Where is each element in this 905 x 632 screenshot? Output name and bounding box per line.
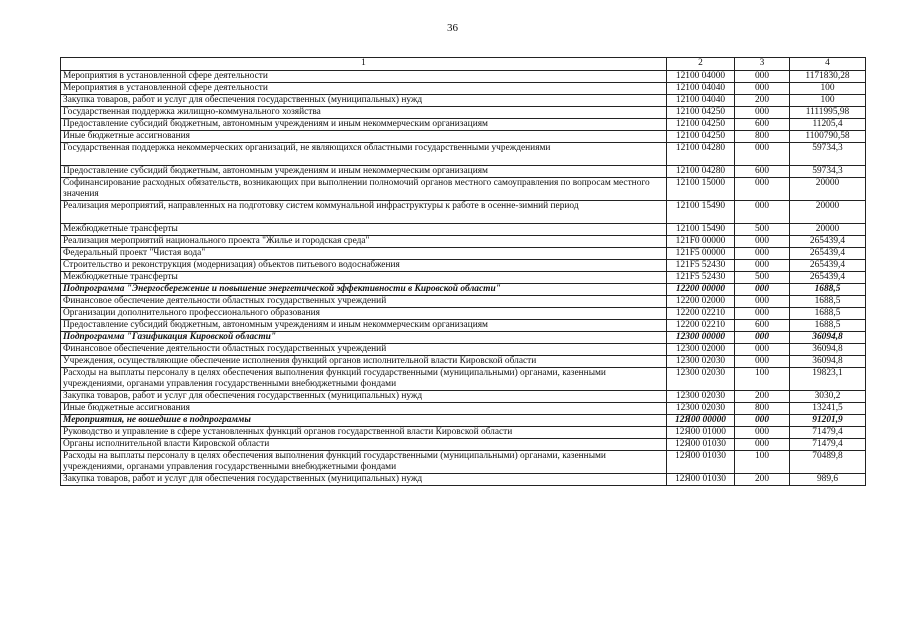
- row-type-cell: 000: [735, 344, 790, 356]
- table-row: [61, 71, 866, 83]
- table-row: [61, 107, 866, 119]
- row-type-cell: 000: [735, 332, 790, 344]
- row-name-cell: Предоставление субсидий бюджетным, автономным учреждениям и иным некоммерческим организациям: [61, 320, 667, 332]
- row-amount-cell: 1100790,58: [790, 131, 866, 143]
- table-row: [61, 391, 866, 403]
- row-name-cell: Учреждения, осуществляющие обеспечение исполнения функций органов исполнительной власти Кировской области: [61, 356, 667, 368]
- row-name-cell: Иные бюджетные ассигнования: [61, 403, 667, 415]
- row-code-cell: 121F5 52430: [667, 260, 735, 272]
- row-code-cell: 12Я00 01030: [667, 439, 735, 451]
- row-name-cell: Закупка товаров, работ и услуг для обеспечения государственных (муниципальных) нужд: [61, 391, 667, 403]
- row-name-cell: Закупка товаров, работ и услуг для обеспечения государственных (муниципальных) нужд: [61, 95, 667, 107]
- table-row: [61, 119, 866, 131]
- row-name-cell: Мероприятия в установленной сфере деятельности: [61, 71, 667, 83]
- table-row: [61, 272, 866, 284]
- row-name-cell: Расходы на выплаты персоналу в целях обеспечения выполнения функций государственными (муниципальными) органами, казенными учреждениями, органами управления государственными внебюджетными фондами: [61, 451, 667, 474]
- row-code-cell: 12100 04000: [667, 71, 735, 83]
- row-type-cell: 000: [735, 143, 790, 166]
- row-type-cell: 600: [735, 119, 790, 131]
- row-amount-cell: 20000: [790, 224, 866, 236]
- row-name-cell: Мероприятия, не вошедшие в подпрограммы: [61, 415, 667, 427]
- row-code-cell: 12100 15490: [667, 224, 735, 236]
- row-type-cell: 000: [735, 260, 790, 272]
- subprogram-row: [61, 284, 866, 296]
- row-code-cell: 12Я00 01030: [667, 451, 735, 474]
- row-code-cell: 12100 04040: [667, 95, 735, 107]
- table-row: [61, 178, 866, 201]
- row-type-cell: 100: [735, 451, 790, 474]
- row-type-cell: 000: [735, 427, 790, 439]
- row-code-cell: 12200 02210: [667, 320, 735, 332]
- table-row: [61, 248, 866, 260]
- row-amount-cell: 36094,8: [790, 332, 866, 344]
- header-col-2: 2: [667, 58, 735, 71]
- table-row: [61, 344, 866, 356]
- row-type-cell: 500: [735, 224, 790, 236]
- row-code-cell: 12300 02030: [667, 403, 735, 415]
- table-row: [61, 260, 866, 272]
- row-amount-cell: 100: [790, 83, 866, 95]
- row-code-cell: 12100 04250: [667, 131, 735, 143]
- row-code-cell: 12300 02000: [667, 344, 735, 356]
- row-amount-cell: 91201,9: [790, 415, 866, 427]
- row-type-cell: 000: [735, 83, 790, 95]
- row-name-cell: Межбюджетные трансферты: [61, 272, 667, 284]
- row-code-cell: 12300 02030: [667, 356, 735, 368]
- row-amount-cell: 1688,5: [790, 296, 866, 308]
- row-code-cell: 12300 00000: [667, 332, 735, 344]
- row-type-cell: 200: [735, 95, 790, 107]
- row-amount-cell: 100: [790, 95, 866, 107]
- row-name-cell: Софинансирование расходных обязательств, возникающих при выполнении полномочий органов местного самоуправления по вопросам местного значения: [61, 178, 667, 201]
- table-row: [61, 356, 866, 368]
- row-name-cell: Реализация мероприятий, направленных на подготовку систем коммунальной инфраструктуры к работе в осенне-зимний период: [61, 201, 667, 224]
- table-row: [61, 474, 866, 486]
- row-code-cell: 12Я00 00000: [667, 415, 735, 427]
- row-code-cell: 12100 15000: [667, 178, 735, 201]
- row-name-cell: Государственная поддержка жилищно-коммунального хозяйства: [61, 107, 667, 119]
- row-code-cell: 12100 04250: [667, 119, 735, 131]
- table-row: [61, 439, 866, 451]
- row-amount-cell: 1171830,28: [790, 71, 866, 83]
- row-name-cell: Руководство и управление в сфере установленных функций органов государственной власти Кировской области: [61, 427, 667, 439]
- row-amount-cell: 36094,8: [790, 356, 866, 368]
- table-row: [61, 224, 866, 236]
- row-type-cell: 000: [735, 248, 790, 260]
- row-code-cell: 12200 02210: [667, 308, 735, 320]
- row-type-cell: 000: [735, 107, 790, 119]
- table-row: [61, 201, 866, 224]
- row-type-cell: 500: [735, 272, 790, 284]
- row-code-cell: 12300 02030: [667, 391, 735, 403]
- row-name-cell: Подпрограмма "Газификация Кировской области": [61, 332, 667, 344]
- row-name-cell: Предоставление субсидий бюджетным, автономным учреждениям и иным некоммерческим организациям: [61, 166, 667, 178]
- row-type-cell: 000: [735, 71, 790, 83]
- table-header-row: [61, 58, 866, 71]
- table-row: [61, 236, 866, 248]
- subprogram-row: [61, 415, 866, 427]
- row-code-cell: 12Я00 01030: [667, 474, 735, 486]
- row-type-cell: 000: [735, 439, 790, 451]
- row-type-cell: 000: [735, 296, 790, 308]
- row-name-cell: Строительство и реконструкция (модернизация) объектов питьевого водоснабжения: [61, 260, 667, 272]
- row-name-cell: Межбюджетные трансферты: [61, 224, 667, 236]
- row-amount-cell: 265439,4: [790, 248, 866, 260]
- row-amount-cell: 20000: [790, 178, 866, 201]
- row-name-cell: Иные бюджетные ассигнования: [61, 131, 667, 143]
- row-amount-cell: 265439,4: [790, 236, 866, 248]
- row-amount-cell: 13241,5: [790, 403, 866, 415]
- table-row: [61, 131, 866, 143]
- table-row: [61, 166, 866, 178]
- table-row: [61, 143, 866, 166]
- table-row: [61, 296, 866, 308]
- row-type-cell: 800: [735, 403, 790, 415]
- row-code-cell: 12100 04040: [667, 83, 735, 95]
- row-code-cell: 121F5 52430: [667, 272, 735, 284]
- row-amount-cell: 1688,5: [790, 320, 866, 332]
- row-name-cell: Органы исполнительной власти Кировской области: [61, 439, 667, 451]
- row-type-cell: 000: [735, 236, 790, 248]
- header-col-3: 3: [735, 58, 790, 71]
- row-type-cell: 000: [735, 284, 790, 296]
- header-col-4: 4: [790, 58, 866, 71]
- table-body: [61, 71, 866, 486]
- row-amount-cell: 989,6: [790, 474, 866, 486]
- row-type-cell: 000: [735, 415, 790, 427]
- row-amount-cell: 71479,4: [790, 439, 866, 451]
- row-code-cell: 12100 04280: [667, 166, 735, 178]
- row-name-cell: Подпрограмма "Энергосбережение и повышение энергетической эффективности в Кировской области": [61, 284, 667, 296]
- row-amount-cell: 11205,4: [790, 119, 866, 131]
- row-name-cell: Финансовое обеспечение деятельности областных государственных учреждений: [61, 296, 667, 308]
- table-row: [61, 320, 866, 332]
- row-type-cell: 200: [735, 474, 790, 486]
- row-amount-cell: 59734,3: [790, 166, 866, 178]
- row-amount-cell: 3030,2: [790, 391, 866, 403]
- row-amount-cell: 20000: [790, 201, 866, 224]
- row-type-cell: 000: [735, 308, 790, 320]
- table-row: [61, 451, 866, 474]
- row-name-cell: Мероприятия в установленной сфере деятельности: [61, 83, 667, 95]
- table-row: [61, 403, 866, 415]
- row-type-cell: 100: [735, 368, 790, 391]
- row-type-cell: 000: [735, 356, 790, 368]
- row-code-cell: 12Я00 01000: [667, 427, 735, 439]
- row-name-cell: Предоставление субсидий бюджетным, автономным учреждениям и иным некоммерческим организациям: [61, 119, 667, 131]
- budget-table: [60, 57, 866, 486]
- row-amount-cell: 36094,8: [790, 344, 866, 356]
- row-type-cell: 800: [735, 131, 790, 143]
- row-name-cell: Закупка товаров, работ и услуг для обеспечения государственных (муниципальных) нужд: [61, 474, 667, 486]
- row-code-cell: 121F0 00000: [667, 236, 735, 248]
- row-amount-cell: 71479,4: [790, 427, 866, 439]
- row-type-cell: 000: [735, 178, 790, 201]
- row-code-cell: 12100 04280: [667, 143, 735, 166]
- row-amount-cell: 70489,8: [790, 451, 866, 474]
- row-type-cell: 200: [735, 391, 790, 403]
- row-type-cell: 000: [735, 201, 790, 224]
- row-name-cell: Организации дополнительного профессионального образования: [61, 308, 667, 320]
- table-row: [61, 427, 866, 439]
- row-code-cell: 12200 00000: [667, 284, 735, 296]
- row-type-cell: 600: [735, 320, 790, 332]
- subprogram-row: [61, 332, 866, 344]
- header-col-1: 1: [61, 58, 667, 71]
- row-code-cell: 12200 02000: [667, 296, 735, 308]
- row-amount-cell: 1688,5: [790, 284, 866, 296]
- table-row: [61, 95, 866, 107]
- table-row: [61, 368, 866, 391]
- row-name-cell: Государственная поддержка некоммерческих организаций, не являющихся областными государственными учреждениями: [61, 143, 667, 166]
- row-amount-cell: 265439,4: [790, 260, 866, 272]
- row-amount-cell: 265439,4: [790, 272, 866, 284]
- row-amount-cell: 59734,3: [790, 143, 866, 166]
- row-name-cell: Федеральный проект "Чистая вода": [61, 248, 667, 260]
- row-code-cell: 121F5 00000: [667, 248, 735, 260]
- table-row: [61, 308, 866, 320]
- row-name-cell: Расходы на выплаты персоналу в целях обеспечения выполнения функций государственными (муниципальными) органами, казенными учреждениями, органами управления государственными внебюджетными фондами: [61, 368, 667, 391]
- table-row: [61, 83, 866, 95]
- row-code-cell: 12100 04250: [667, 107, 735, 119]
- row-amount-cell: 1688,5: [790, 308, 866, 320]
- page-number: 36: [447, 22, 458, 34]
- row-amount-cell: 1111995,98: [790, 107, 866, 119]
- row-name-cell: Финансовое обеспечение деятельности областных государственных учреждений: [61, 344, 667, 356]
- row-amount-cell: 19823,1: [790, 368, 866, 391]
- row-code-cell: 12100 15490: [667, 201, 735, 224]
- row-name-cell: Реализация мероприятий национального проекта "Жилье и городская среда": [61, 236, 667, 248]
- row-code-cell: 12300 02030: [667, 368, 735, 391]
- row-type-cell: 600: [735, 166, 790, 178]
